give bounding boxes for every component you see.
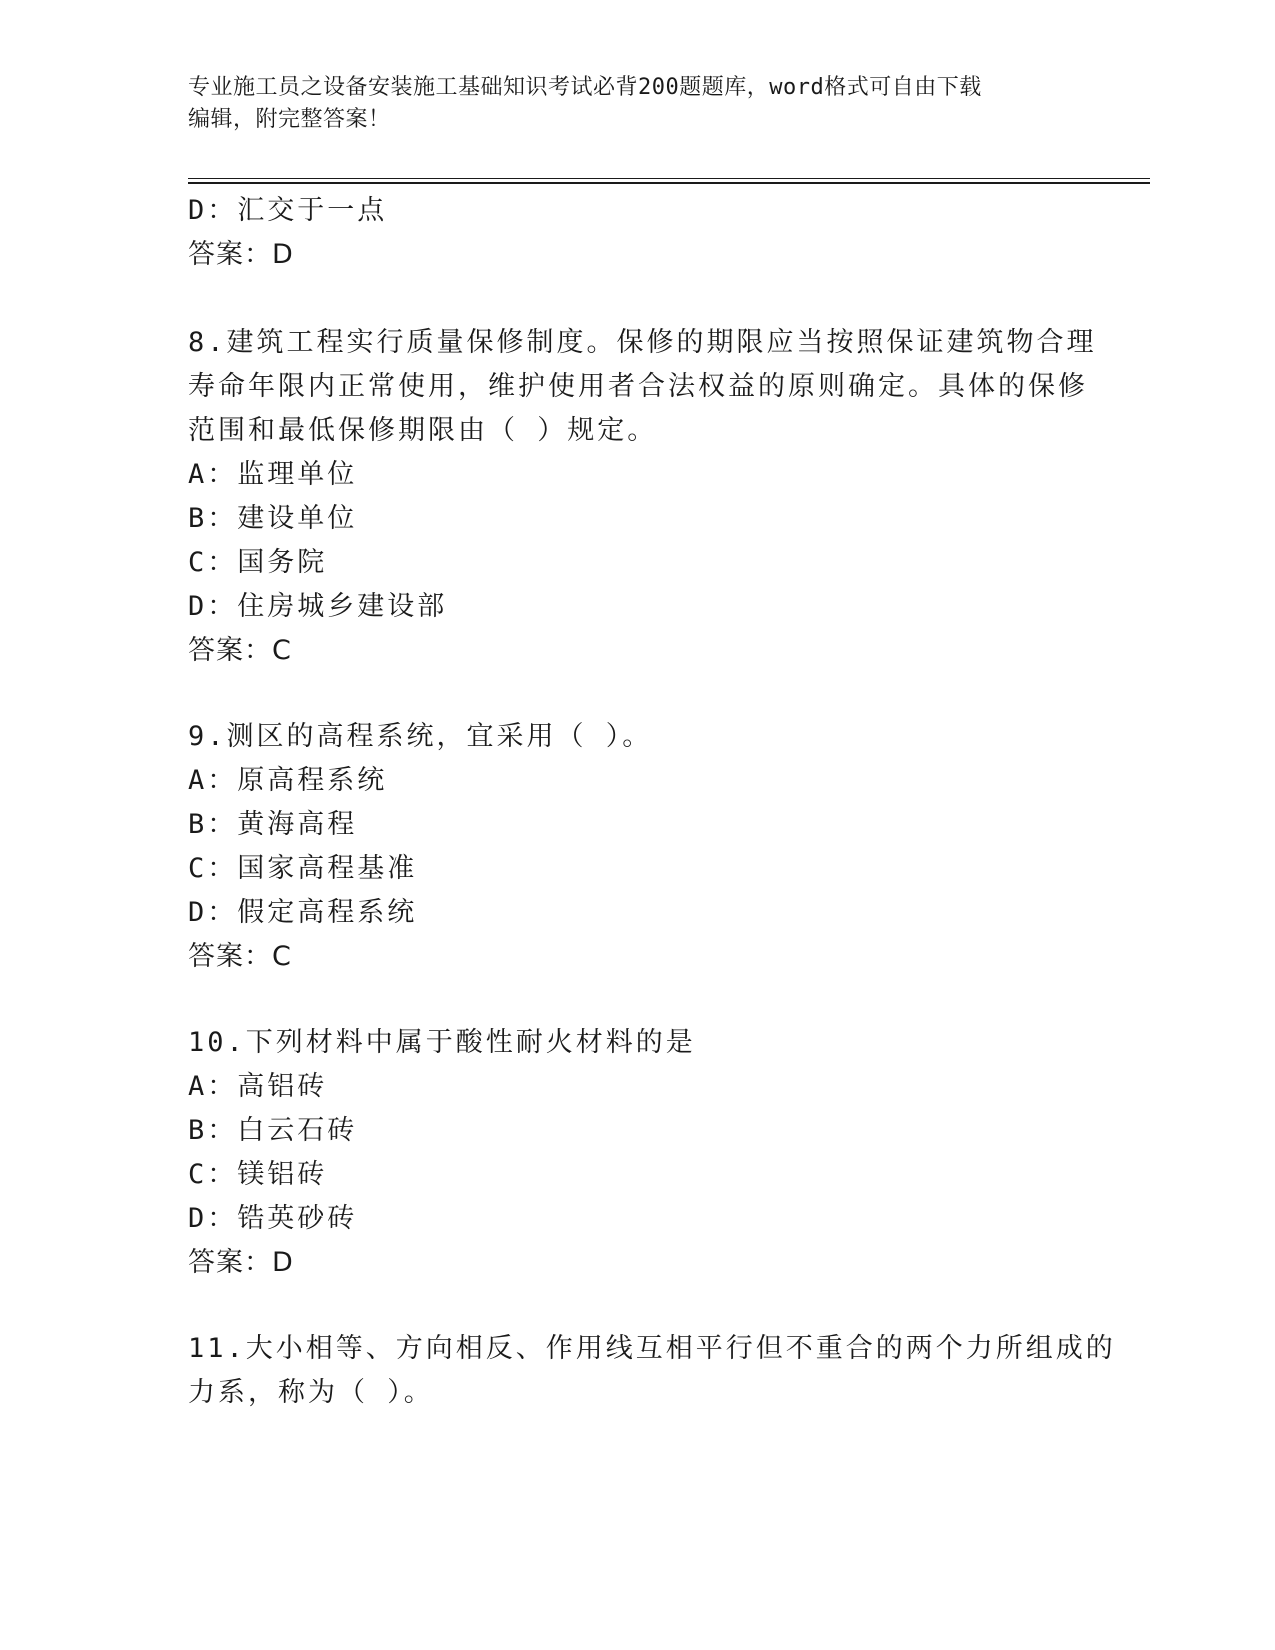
header-title-line-2: 编辑，附完整答案！: [188, 107, 391, 132]
q7-option-d: D：汇交于一点: [188, 195, 388, 226]
q11-stem-line-2: 力系，称为（ ）。: [188, 1377, 434, 1408]
q8-option-a: A：监理单位: [188, 459, 358, 490]
q7-answer: 答案：D: [188, 239, 294, 270]
q9-stem-line-1: 9.测区的高程系统，宜采用（ ）。: [188, 721, 653, 752]
q9-answer: 答案：C: [188, 941, 292, 972]
q8-option-c: C：国务院: [188, 547, 328, 578]
header-divider-thin: [188, 178, 1150, 179]
q10-option-b: B：白云石砖: [188, 1115, 358, 1146]
q9-option-a: A：原高程系统: [188, 765, 388, 796]
q10-option-c: C：镁铝砖: [188, 1159, 328, 1190]
q9-option-c: C：国家高程基准: [188, 853, 418, 884]
q9-option-d: D：假定高程系统: [188, 897, 418, 928]
q8-answer: 答案：C: [188, 635, 292, 666]
q8-option-b: B：建设单位: [188, 503, 358, 534]
q10-option-a: A：高铝砖: [188, 1071, 328, 1102]
q9-option-b: B：黄海高程: [188, 809, 358, 840]
q8-stem-line-1: 8.建筑工程实行质量保修制度。保修的期限应当按照保证建筑物合理: [188, 327, 1097, 358]
q11-stem-line-1: 11.大小相等、方向相反、作用线互相平行但不重合的两个力所组成的: [188, 1333, 1116, 1364]
document-header: [188, 72, 1068, 136]
header-divider-thick: [188, 182, 1150, 184]
q8-option-d: D：住房城乡建设部: [188, 591, 448, 622]
q8-stem-line-3: 范围和最低保修期限由（ ）规定。: [188, 415, 658, 446]
q10-answer: 答案：D: [188, 1247, 294, 1278]
q8-stem-line-2: 寿命年限内正常使用，维护使用者合法权益的原则确定。具体的保修: [188, 371, 1088, 402]
q10-option-d: D：锆英砂砖: [188, 1203, 358, 1234]
header-title-line-1: 专业施工员之设备安装施工基础知识考试必背200题题库，word格式可自由下载: [188, 75, 982, 100]
q10-stem-line-1: 10.下列材料中属于酸性耐火材料的是: [188, 1027, 696, 1058]
